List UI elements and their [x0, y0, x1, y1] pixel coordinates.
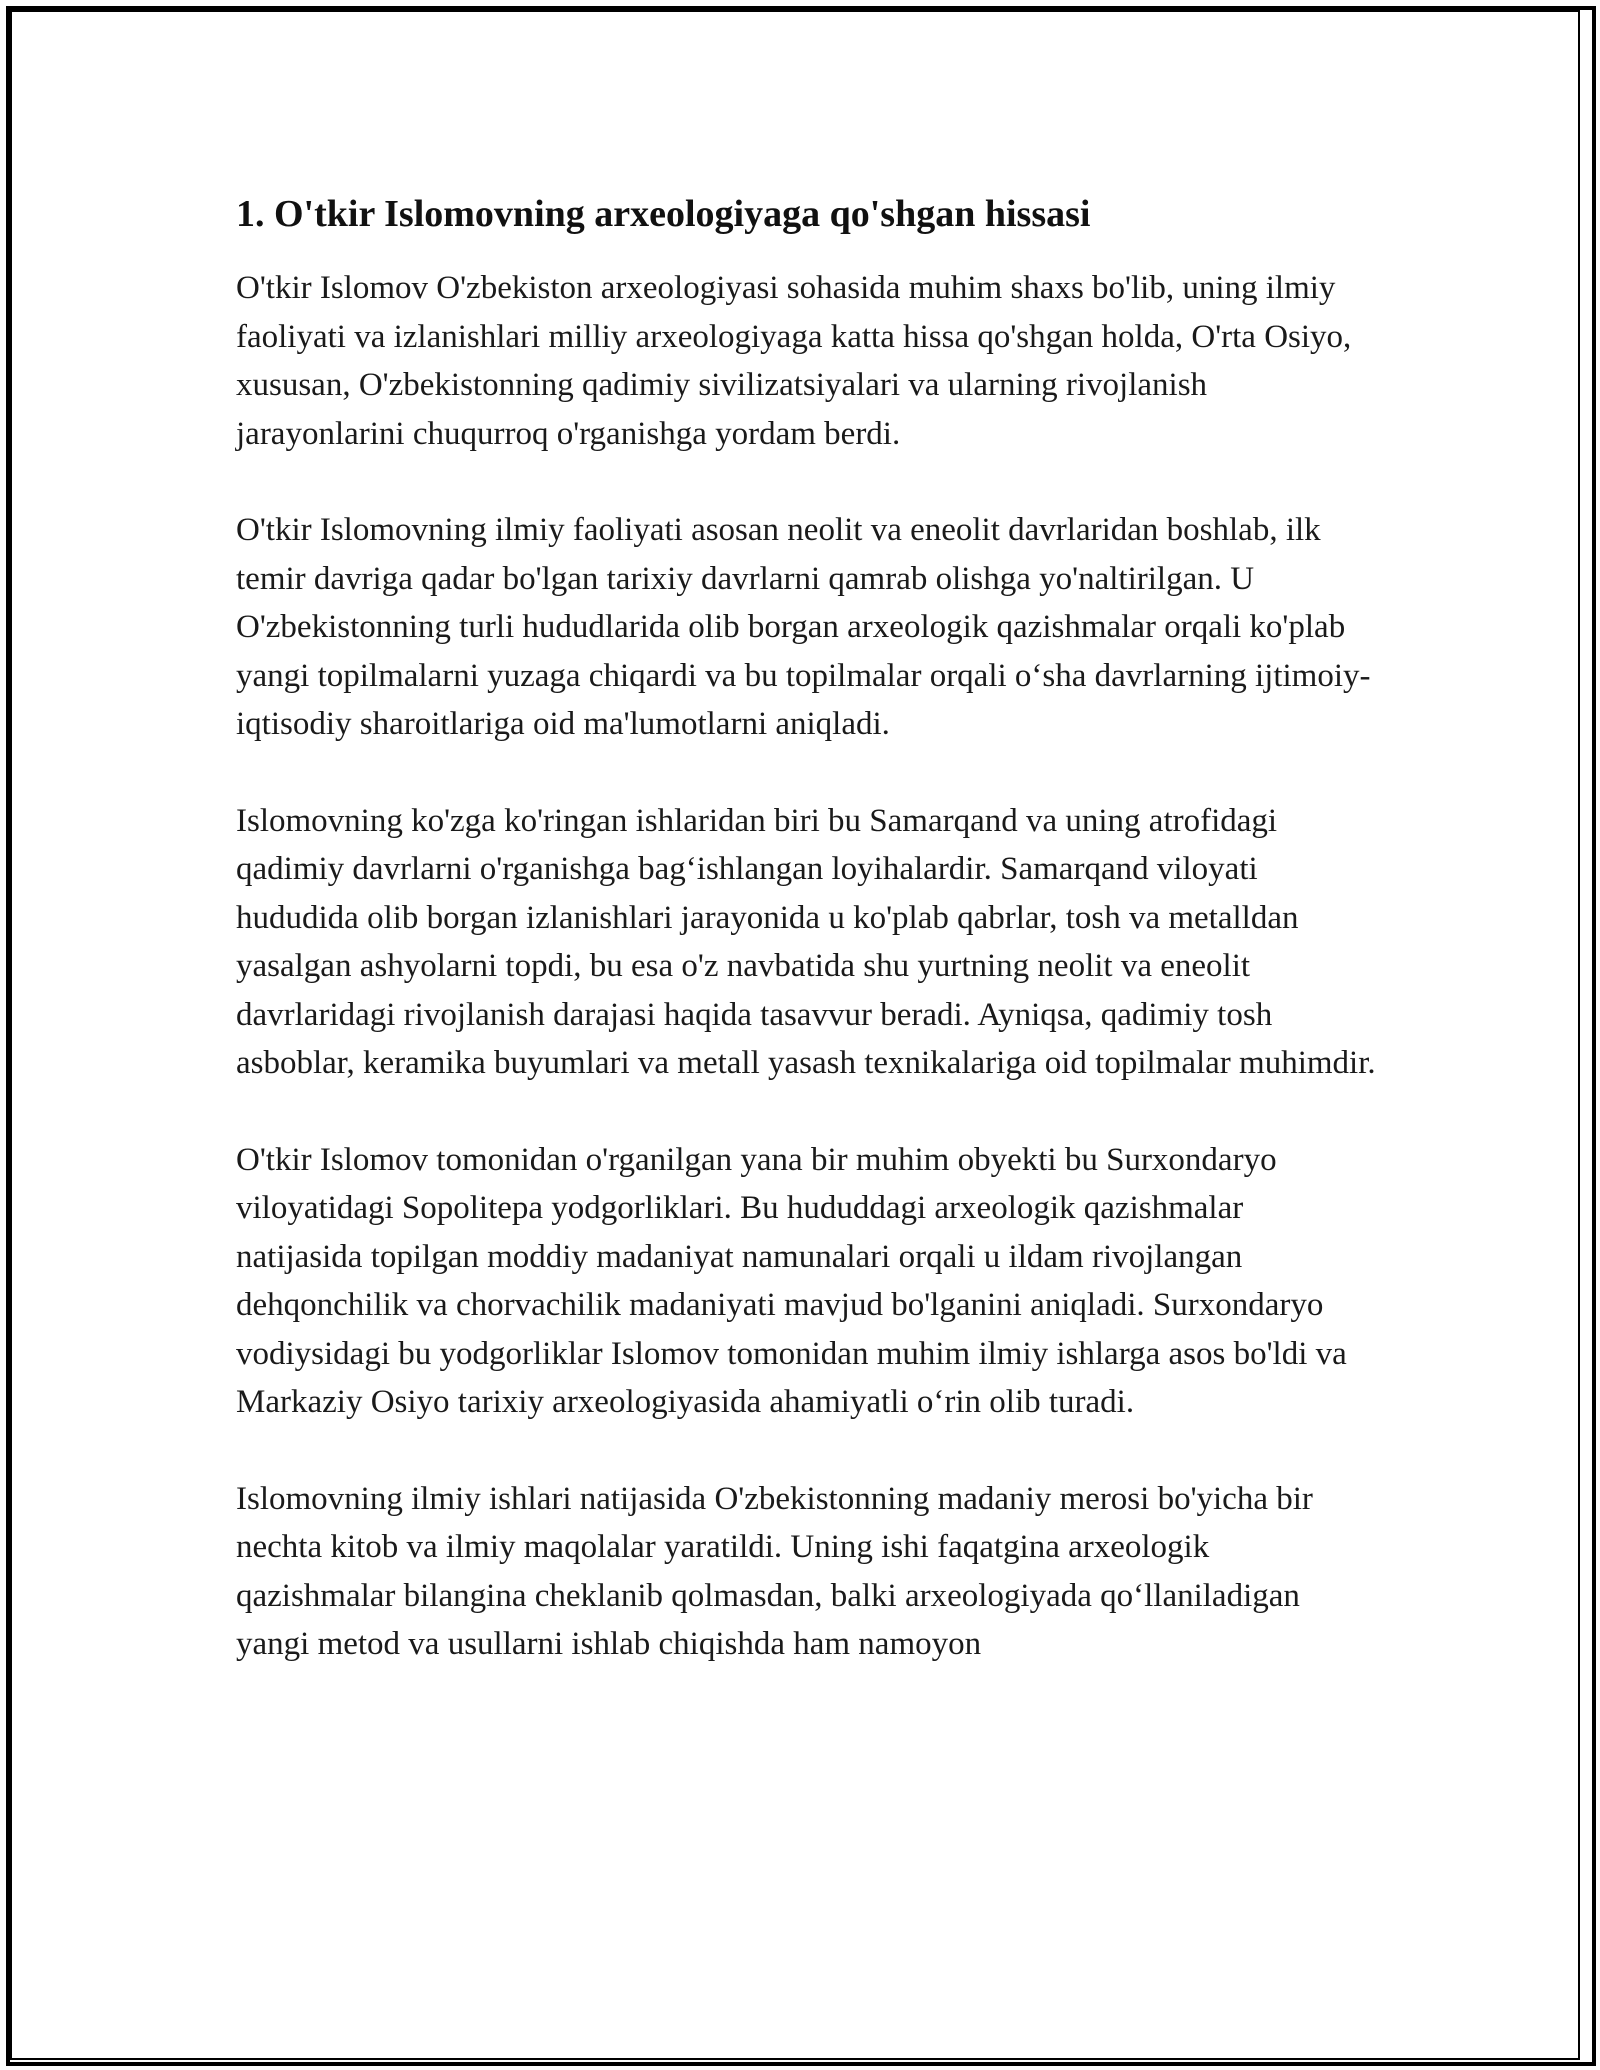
paragraph-4: O'tkir Islomov tomonidan o'rganilgan yana bir muhim obyekti bu Surxondaryo viloyatidagi Sopolitepa yodgorliklari. Bu hududdagi arxeologik qazishmalar natijasida topilgan moddiy madaniyat namunalari orqali u ildam rivojlangan dehqonchilik va chorvachilik madaniyati mavjud bo'lganini aniqladi. Surxondaryo vodiysidagi bu yodgorliklar Islomov tomonidan muhim ilmiy ishlarga asos bo'ldi va Markaziy Osiyo tarixiy arxeologiyasida ahamiyatli o‘rin olib turadi.: [236, 1141, 1347, 1420]
paragraph-5: Islomovning ilmiy ishlari natijasida O'zbekistonning madaniy merosi bo'yicha bir nechta kitob va ilmiy maqolalar yaratildi. Uning ishi faqatgina arxeologik qazishmalar bilangina cheklanib qolmasdan, balki arxeologiyada qo‘llaniladigan yangi metod va usullarni ishlab chiqishda ham namoyon: [236, 1480, 1313, 1662]
document-body: [236, 186, 1376, 1717]
paragraph-1: O'tkir Islomov O'zbekiston arxeologiyasi sohasida muhim shaxs bo'lib, uning ilmiy faoliyati va izlanishlari milliy arxeologiyaga katta hissa qo'shgan holda, O'rta Osiyo, xususan, O'zbekistonning qadimiy sivilizatsiyalari va ularning rivojlanish jarayonlarini chuqurroq o'rganishga yordam berdi.: [236, 270, 1352, 452]
paragraph-2: O'tkir Islomovning ilmiy faoliyati asosan neolit va eneolit davrlaridan boshlab, ilk temir davriga qadar bo'lgan tarixiy davrlarni qamrab olishga yo'naltirilgan. U O'zbekistonning turli hududlarida olib borgan arxeologik qazishmalar orqali ko'plab yangi topilmalarni yuzaga chiqardi va bu topilmalar orqali o‘sha davrlarning ijtimoiy-iqtisodiy sharoitlariga oid ma'lumotlarni aniqladi.: [236, 512, 1371, 742]
paragraph-3: Islomovning ko'zga ko'ringan ishlaridan biri bu Samarqand va uning atrofidagi qadimiy davrlarni o'rganishga bag‘ishlangan loyihalardir. Samarqand viloyati hududida olib borgan izlanishlari jarayonida u ko'plab qabrlar, tosh va metalldan yasalgan ashyolarni topdi, bu esa o'z navbatida shu yurtning neolit va eneolit davrlaridagi rivojlanish darajasi haqida tasavvur beradi. Ayniqsa, qadimiy tosh asboblar, keramika buyumlari va metall yasash texnikalariga oid topilmalar muhimdir.: [236, 802, 1376, 1081]
section-title: 1. O'tkir Islomovning arxeologiyaga qo'shgan hissasi: [236, 193, 1091, 235]
